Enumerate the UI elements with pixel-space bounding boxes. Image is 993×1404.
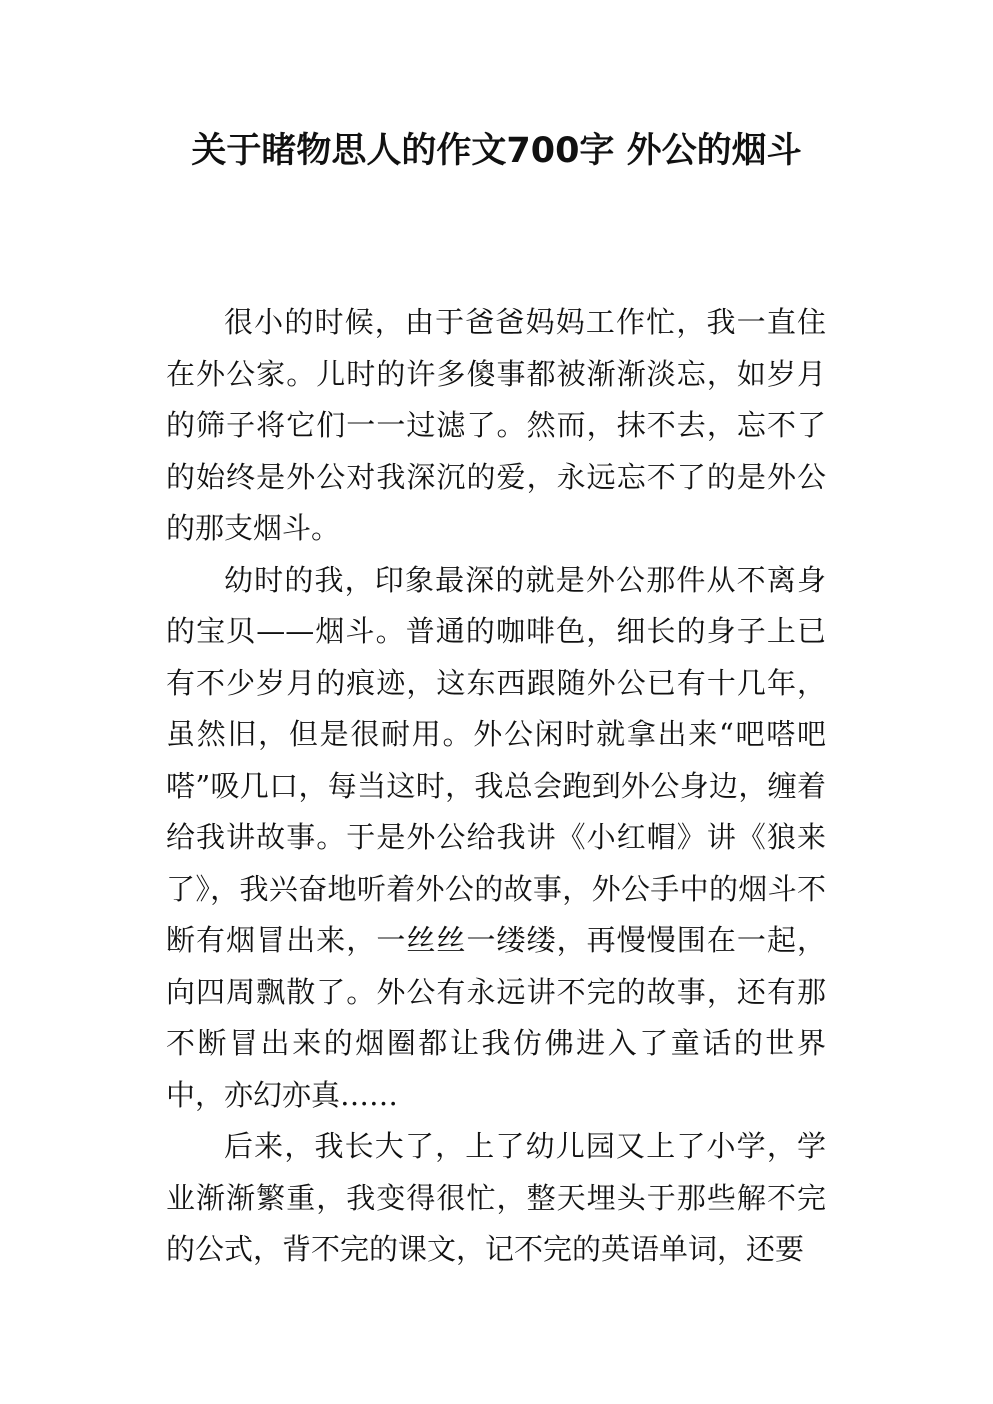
document-body [166,297,826,1276]
paragraph: 后来，我长大了，上了幼儿园又上了小学，学业渐渐繁重，我变得很忙，整天埋头于那些解不完的公式，背不完的课文，记不完的英语单词，还要 [166,1129,826,1266]
document-title: 关于睹物思人的作文700字 外公的烟斗 [191,131,802,171]
paragraph: 幼时的我，印象最深的就是外公那件从不离身的宝贝——烟斗。普通的咖啡色，细长的身子上已有不少岁月的痕迹，这东西跟随外公已有十几年，虽然旧，但是很耐用。外公闲时就拿出来“吧嗒吧嗒”吸几口，每当这时，我总会跑到外公身边，缠着给我讲故事。于是外公给我讲《小红帽》讲《狼来了》，我兴奋地听着外公的故事，外公手中的烟斗不断有烟冒出来，一丝丝一缕缕，再慢慢围在一起，向四周飘散了。外公有永远讲不完的故事，还有那不断冒出来的烟圈都让我仿佛进入了童话的世界中，亦幻亦真…… [166,562,826,1112]
paragraph: 很小的时候，由于爸爸妈妈工作忙，我一直住在外公家。儿时的许多傻事都被渐渐淡忘，如岁月的筛子将它们一一过滤了。然而，抹不去，忘不了的始终是外公对我深沉的爱，永远忘不了的是外公的那支烟斗。 [166,305,826,545]
